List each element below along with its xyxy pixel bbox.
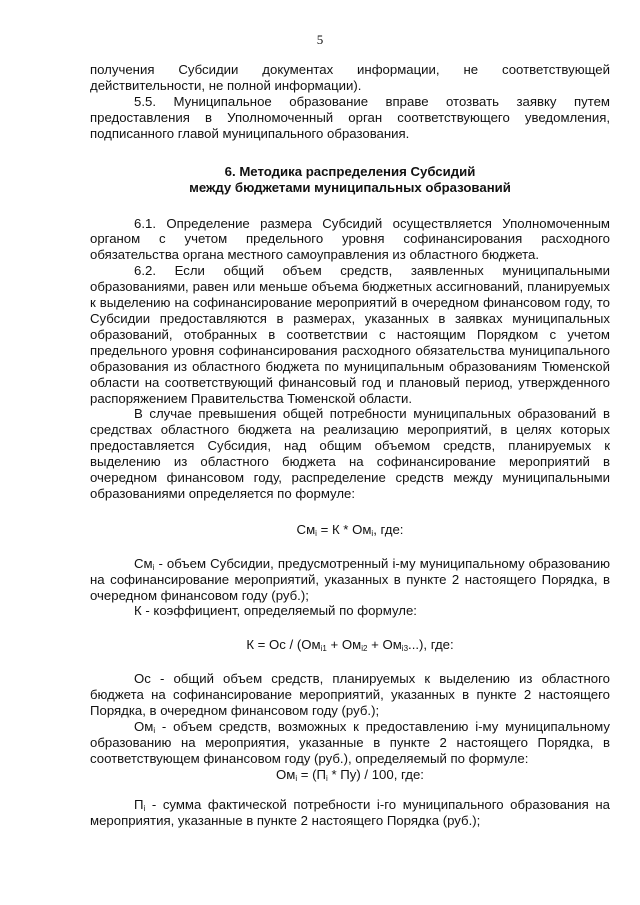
formula-subsidy: $См_i = К * Ом_i$, где: (296, 521, 404, 538)
paragraph: В случае превышения общей потребности муниципальных образований в средствах областного бюджета на реализацию мероприятий, в целях которых предоставляется Субсидия, над общим объемом средств, планируемых к выделению из областного бюджета на софинансирование мероприятий в очередном финансовом году, распределение средств между муниципальными образованиями определяется по формуле: (90, 406, 610, 501)
definition-k: К - коэффициент, определяемый по формуле: (134, 603, 417, 619)
definition-om: $Ом_i$ - объем средств, возможных к предоставлению i-му муниципальному образованию на мероприятия, указанные в пункте 2 настоящего Порядка, в соответствующем финансовом году (руб.), определяемый по формуле: (90, 719, 610, 766)
document-body (90, 62, 610, 828)
paragraph-6-1: 6.1. Определение размера Субсидий осуществляется Уполномоченным органом с учетом предельного уровня софинансирования расходного обязательства органа местного самоуправления из областного бюджета. (90, 215, 610, 263)
paragraph: получения Субсидии документах информации, не соответствующей действительности, не полной информации). (90, 62, 610, 93)
definition-p: $П_i$ - сумма фактической потребности i-го муниципального образования на мероприятия, указанные в пункте 2 настоящего Порядка (руб.); (90, 796, 610, 828)
definition-os: Ос - общий объем средств, планируемых к выделению из областного бюджета на софинансирование мероприятий, указанных в пункте 2 настоящего Порядка, в очередном финансовом году (руб.); (90, 671, 610, 719)
heading-line-1: 6. Методика распределения Субсидий (224, 163, 476, 179)
paragraph-5-5: 5.5. Муниципальное образование вправе отозвать заявку путем предоставления в Уполномоченный орган соответствующего уведомления, подписанного главой муниципального образования. (90, 93, 610, 141)
page-number: 5 (316, 32, 324, 47)
definition-sm: $См_i$ - объем Субсидии, предусмотренный i-му муниципальному образованию на софинансирование мероприятий, указанных в пункте 2 настоящего Порядка, в очередном финансовом году (руб.); (90, 555, 610, 603)
spacer (90, 783, 610, 797)
heading-line-2: между бюджетами муниципальных образований (189, 179, 511, 195)
paragraph-6-2: 6.2. Если общий объем средств, заявленных муниципальными образованиями, равен или меньше объема бюджетных ассигнований, планируемых к выделению на софинансирование мероприятий в очередном финансовом году, то Субсидии предоставляются в размерах, указанных в заявках муниципальных образований, отобранных в соответствии с настоящим Порядком с учетом предельного уровня софинансирования расходного обязательства муниципального образования из областного бюджета по муниципальным образованиям Тюменской области на соответствующий финансовый год и плановый период, утвержденного распоряжением Правительства Тюменской области. (90, 263, 610, 406)
section-heading (90, 164, 610, 196)
formula-om: $Ом_i = (П_i * Пу) / 100$, где: (276, 766, 424, 783)
formula-coefficient: К = Ос / $(Ом_{i1} + Ом_{i2} + Ом_{i3}...)$, где: (246, 637, 454, 654)
